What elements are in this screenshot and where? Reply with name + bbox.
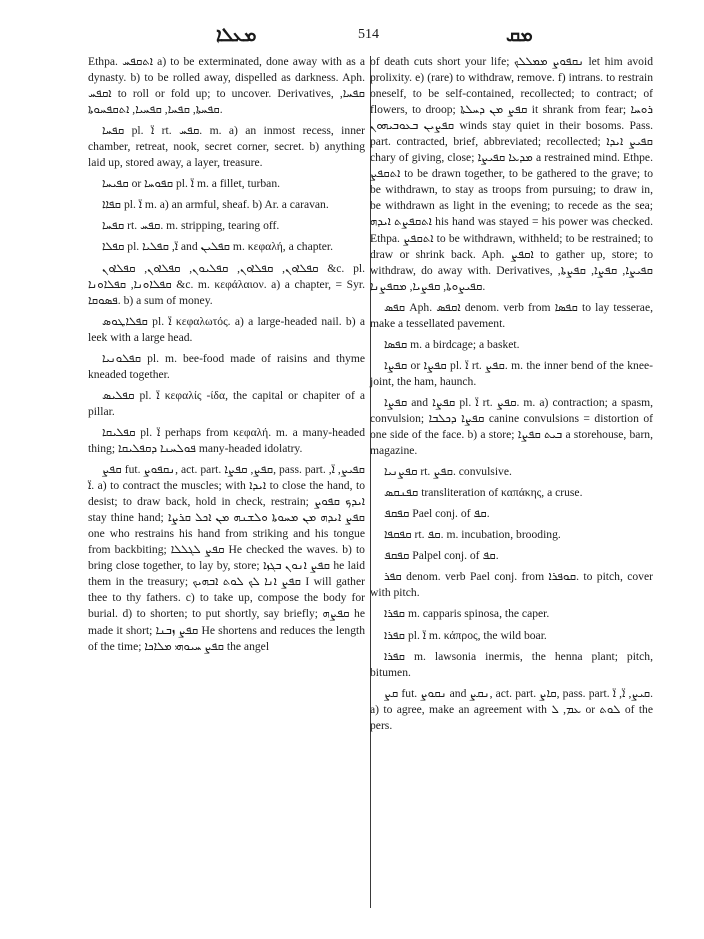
page-header [88,24,650,48]
dictionary-entry: ܩܦܢܩܣ transliteration of καπάκης, a cruse. [384,486,583,500]
dictionary-entry: ܩܦܨܐ and ܩܦܨܐ pl. ܐ̈ rt. ܩܦܨ. m. a) contraction; a spasm, convulsion; ܩܦܨܐ ܕܟܠܒܐ canine convulsions = distortion of one side of the face. b) a store; ܒܝܬ ܩܦܨܐ a storehouse, barn, magazine. [370,395,654,458]
dictionary-entry: ܩܦܐܐ pl. ܐ̈ m. a) an armful, sheaf. b) Ar. a caravan. [102,198,329,212]
dictionary-entry: ܩܦܩܦܐ rt. ܩܦ. m. incubation, brooding. [384,528,561,542]
left-column [88,54,365,660]
dictionary-entry: ܩܨ fut. ܢܩܘܨ and ܢܩܨ, act. part. ܩܐܨ, pass. part. ܩܝܨ, ܐ̈, ܐ̈. a) to agree, make an agreement with ܥܡ, ܠ or ܠܘܬ of the pers. [370,686,653,732]
dictionary-entry: ܩܦܣ Aph. ܐܩܦܣ denom. verb from ܩܦܣܐ to lay tesserae, make a tessellated pavement. [370,300,653,330]
dictionary-entry: ܩܦܨ fut. ܢܩܦܘܨ, act. part. ܩܦܨ, ܩܦܨܐ, pass. part. ܩܦܝܨ, ܐ̈, ܐ̈. a) to contract the muscles; with ܐܝܕܐ to close the hand, to desist; to draw back, hold in check, restrain; ܐܝܕܟ ܩܦܘܨ stay thine hand; ܩܦܨ ܐܝܕܗ ܡܢ ܡܚܘܬܐ ܘܠܫܢܗ ܡܢ ܐܟܠ ܩܪܨܐ one who restrains his hand from striking and his tongue from backbiting; ܩܦܨ ܠܓܠܠܐ He checked the waves. b) to bring close together, to lay by, store; ܩܦܨ ܐܢܘܢ ܒܓܙܐ he laid them in the treasury; ܩܦܨ ܐܢܐ ܠܟ ܠܘܬ ܐܒܗܝܟ I will gather thee to thy fathers. c) to take up, compose the body for burial. d) to shorten; to put shortly, say briefly; ܩܦܨܗ he made it short; ܩܦܨ ܙܒܢܐ He shortens and reduces the length of the time; ܩܦܨ ܚܝܘܗܝ ܡܠܐܟܐ the angel [88,463,366,653]
dictionary-entry: ܩܦܩܦ Pael conj. of ܩܦ. [384,507,490,521]
dictionary-entry: ܩܦܪܐ pl. ܐ̈ m. κάπρος, the wild boar. [384,628,547,642]
dictionary-entry: ܩܦܠܐ pl. ܐ̈, ܩܦܠܝܐ and ܩܦܠܝܢ m. κεφαλή, a chapter. [102,240,334,254]
page-number: 514 [358,27,379,42]
dictionary-entry: ܩܦܩܦ Palpel conj. of ܩܦ. [384,549,499,563]
right-column [370,54,653,739]
guide-word-left: ܡܥܠܐ [216,24,257,46]
dictionary-entry: ܩܦܝܚܐ or ܩܦܘܚܐ pl. ܐ̈ m. a fillet, turban. [102,177,281,191]
dictionary-entry: ܩܦܪܐ m. lawsonia inermis, the henna plant; pitch, bitumen. [370,649,653,679]
guide-word-right: ܡܩ [506,24,533,46]
dictionary-entry: ܩܦܠܝܣ pl. ܐ̈ κεφαλίς -ίδα, the capital or chapiter of a pillar. [88,388,365,418]
dictionary-entry: ܩܦܪ denom. verb Pael conj. from ܩܘܦܪܐ. to pitch, cover with pitch. [370,570,653,600]
dictionary-entry: ܩܦܚܐ rt. ܩܦܚ. m. stripping, tearing off. [102,219,280,233]
dictionary-entry: Ethpa. ܐܬܩܦܚ a) to be exterminated, done away with as a dynasty. b) to be rolled away, dispelled as darkness. Aph. ܐܩܦܚ to roll or fold up; to uncover. Derivatives, ܩܦܚܐ, ܩܦܚܬܐ, ܩܦܚܐ, ܩܦܚܝܐ, ܐܬܩܦܚܘܬܐ. [88,55,365,117]
dictionary-entry: ܩܦܨܢܝܐ rt. ܩܦܨ. convulsive. [384,465,512,479]
dictionary-entry: ܩܦܪܐ m. capparis spinosa, the caper. [384,607,550,621]
dictionary-entry: ܩܦܠܐܛܘܣ pl. ܐ̈ κεφαλωτός. a) a large-headed nail. b) a leek with a large head. [88,314,365,344]
dictionary-entry: ܩܦܠܝܩܐ pl. ܐ̈ perhaps from κεφαλή. m. a many-headed thing; ܦܘܠܚܢܐ ܕܩܦܠܝܩܐ many-headed idolatry. [88,425,365,455]
dictionary-entry: ܩܦܨܐ or ܩܦܨܐ pl. ܐ̈ rt. ܩܦܨ. m. the inner bend of the knee-joint, the ham, haunch. [370,358,653,388]
dictionary-entry: of death cuts short your life; ܢܩܦܘܨ ܡܡܠܠܟ let him avoid prolixity. e) (rare) to withdraw, remove. f) intrans. to restrain oneself, to be self-contained, recollected; to contract; of flowers, to droop; ܩܦܨ ܡܢ ܕܚܠܬܐ it shrank from fear; ܪܘܚܐ ܩܦܨܝܢ ܒܥܘܒܝܗܘܢ winds stay quiet in their bosoms. Pass. part. contracted, brief, abbreviated; recollected; ܩܦܝܨ ܐܝܕܐ chary of giving, close; ܡܕܥܐ ܩܦܝܨܐ a restrained mind. Ethpe. ܐܬܩܦܨ to be drawn together, to be gathered to the grave; to be withdrawn, to stay as troops from pursuing; to draw in, be withdrawn as light in the evening; to recede as the sea; ܐܬܩܦܨܬ ܐܝܕܗ his hand was stayed = his power was checked. Ethpa. ܐܬܩܦܨ to be withdrawn, withheld; to be restrained; to draw or shrink back. Aph. ܐܩܦܨ to gather up, store; to withdraw, do away with. Derivatives, ܩܦܝܨܐ, ܩܦܨܐ, ܩܦܨܬܐ, ܩܦܝܨܘܬܐ, ܩܦܨܝܐ, ܡܩܦܨܢܐ. [370,55,653,293]
dictionary-entry: ܩܦܚܐ pl. ܐ̈ rt. ܩܦܚ. m. a) an inmost recess, inner chamber, retreat, nook, secret corner, secret. b) anything laid up, stored away, a layer, treasure. [88,124,366,170]
dictionary-entry: ܩܦܠܘܢܝܐ pl. m. bee-food made of raisins and thyme kneaded together. [88,351,365,381]
dictionary-entry: ܩܦܠܐܘܢ, ܩܦܠܐܘܢ, ܩܦܠܝܘܢ, ܩܦܠܐܘܢ, ܩܦܠܐܘܢ &c. pl. ܩܦܠܐܘܢܐ, ܩܦܠܐܘܢܐ &c. m. κεφάλαιον. a) a chapter, = Syr. ܦܣܘܩܐ. b) a sum of money. [88,261,365,307]
dictionary-entry: ܩܦܣܐ m. a birdcage; a basket. [384,337,520,351]
